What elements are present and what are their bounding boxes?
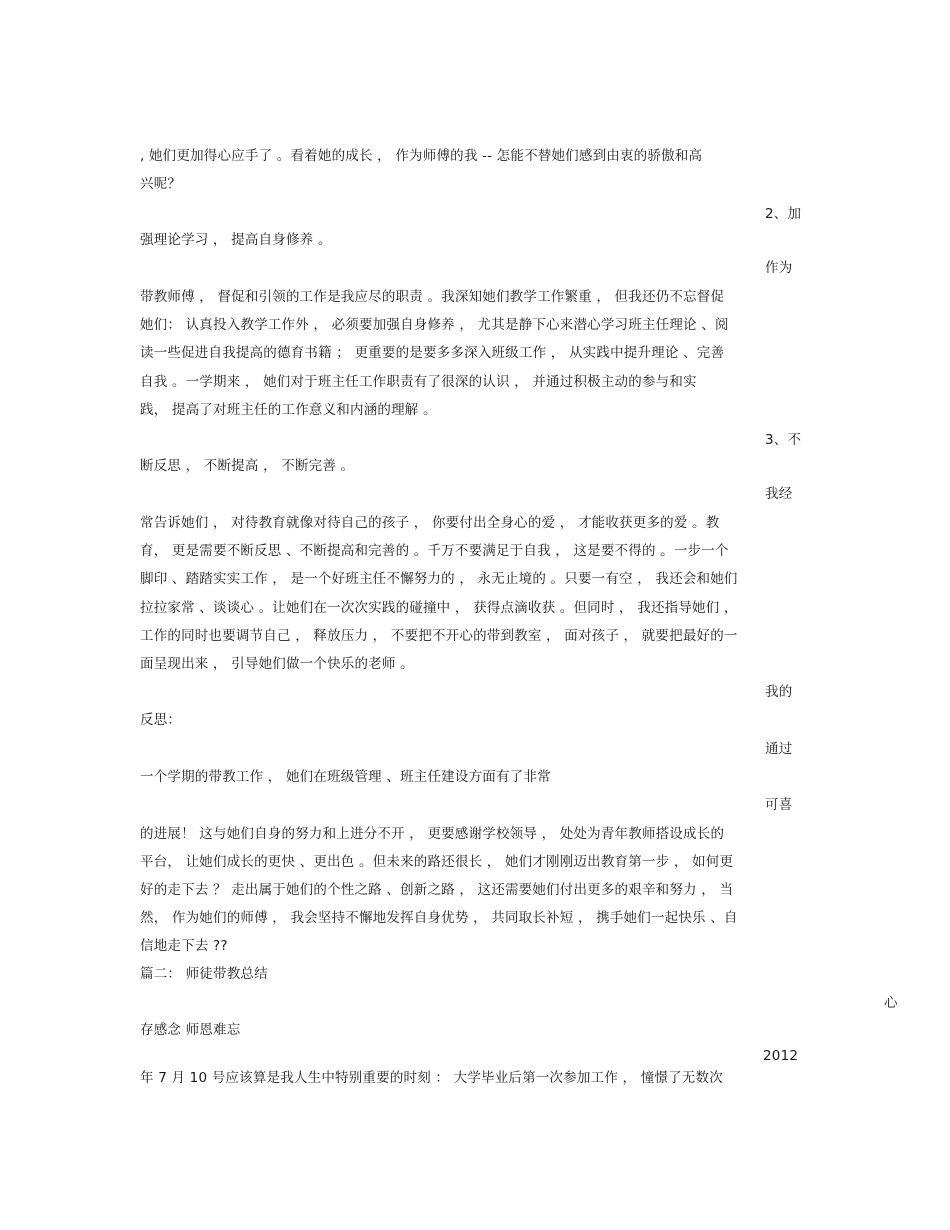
- text-line: 年 7 月 10 号应该算是我人生中特别重要的时刻 ： 大学毕业后第一次参加工作 ， 憧憬了无数次: [140, 1070, 723, 1086]
- text-line: 带教师傅 ， 督促和引领的工作是我应尽的职责 。我深知她们教学工作繁重 ， 但我还仍不忘督促: [140, 289, 725, 305]
- text-line: 践， 提高了对班主任的工作意义和内涵的理解 。: [140, 402, 437, 418]
- text-line: 一个学期的带教工作 ， 她们在班级管理 、班主任建设方面有了非常: [140, 769, 551, 785]
- text-line: 好的走下去 ？ 走出属于她们的个性之路 、创新之路 ， 这还需要她们付出更多的艰辛和努力 ， 当: [140, 882, 734, 898]
- text-line: 脚印 、踏踏实实工作 ， 是一个好班主任不懈努力的 ， 永无止境的 。只要一有空 ， 我还会和她们: [140, 571, 738, 587]
- text-line: 面呈现出来 ， 引导她们做一个快乐的老师 。: [140, 656, 414, 672]
- text-line: 反思：: [140, 712, 182, 728]
- text-line: 信地走下去 ??: [140, 938, 228, 954]
- text-line: 我的: [765, 684, 793, 700]
- text-line: 我经: [765, 486, 793, 502]
- text-line: 作为: [765, 260, 793, 276]
- text-line: 可喜: [765, 797, 793, 813]
- text-line: 拉拉家常 、谈谈心 。让她们在一次次实践的碰撞中 ， 获得点滴收获 。但同时 ， 我还指导她们 ，: [140, 600, 738, 616]
- section-heading: 篇二： 师徒带教总结: [140, 966, 268, 982]
- text-line: 读一些促进自我提高的德育书籍 ； 更重要的是要多多深入班级工作 ， 从实践中提升理论 、完善: [140, 345, 725, 361]
- text-line: 2012: [763, 1048, 799, 1064]
- text-line: 强理论学习 ， 提高自身修养 。: [140, 232, 332, 248]
- text-line: 2、加: [765, 206, 802, 222]
- text-line: 通过: [765, 741, 793, 757]
- text-line: 断反思 ， 不断提高 ， 不断完善 。: [140, 458, 355, 474]
- text-line: 的进展！ 这与她们自身的努力和上进分不开 ， 更要感谢学校领导 ， 处处为青年教师搭设成长的: [140, 826, 725, 842]
- text-line: 心: [884, 995, 898, 1011]
- text-line: 存感念 师恩难忘: [140, 1022, 241, 1038]
- text-line: 她们： 认真投入教学工作外 ， 必须要加强自身修养 ， 尤其是静下心来潜心学习班主任理论 、阅: [140, 317, 729, 333]
- text-line: 育， 更是需要不断反思 、不断提高和完善的 。千万不要满足于自我 ， 这是要不得的 。一步一个: [140, 543, 729, 559]
- text-line: 工作的同时也要调节自己 ， 释放压力 ， 不要把不开心的带到教室 ， 面对孩子 ， 就要把最好的一: [140, 628, 738, 644]
- text-line: 平台， 让她们成长的更快 、更出色 。但未来的路还很长 ， 她们才刚刚迈出教育第一步 ， 如何更: [140, 854, 734, 870]
- text-line: 自我 。一学期来 ， 她们对于班主任工作职责有了很深的认识 ， 并通过积极主动的参与和实: [140, 374, 697, 390]
- text-line: , 她们更加得心应手了 。看着她的成长 ， 作为师傅的我 -- 怎能不替她们感到由衷的骄傲和高: [140, 148, 703, 164]
- text-line: 常告诉她们 ， 对待教育就像对待自己的孩子 ， 你要付出全身心的爱 ， 才能收获更多的爱 。教: [140, 515, 720, 531]
- text-line: 3、不: [765, 432, 802, 448]
- text-line: 然， 作为她们的师傅 ， 我会坚持不懈地发挥自身优势 ， 共同取长补短 ， 携手她们一起快乐 、自: [140, 910, 738, 926]
- text-line: 兴呢？: [140, 176, 182, 192]
